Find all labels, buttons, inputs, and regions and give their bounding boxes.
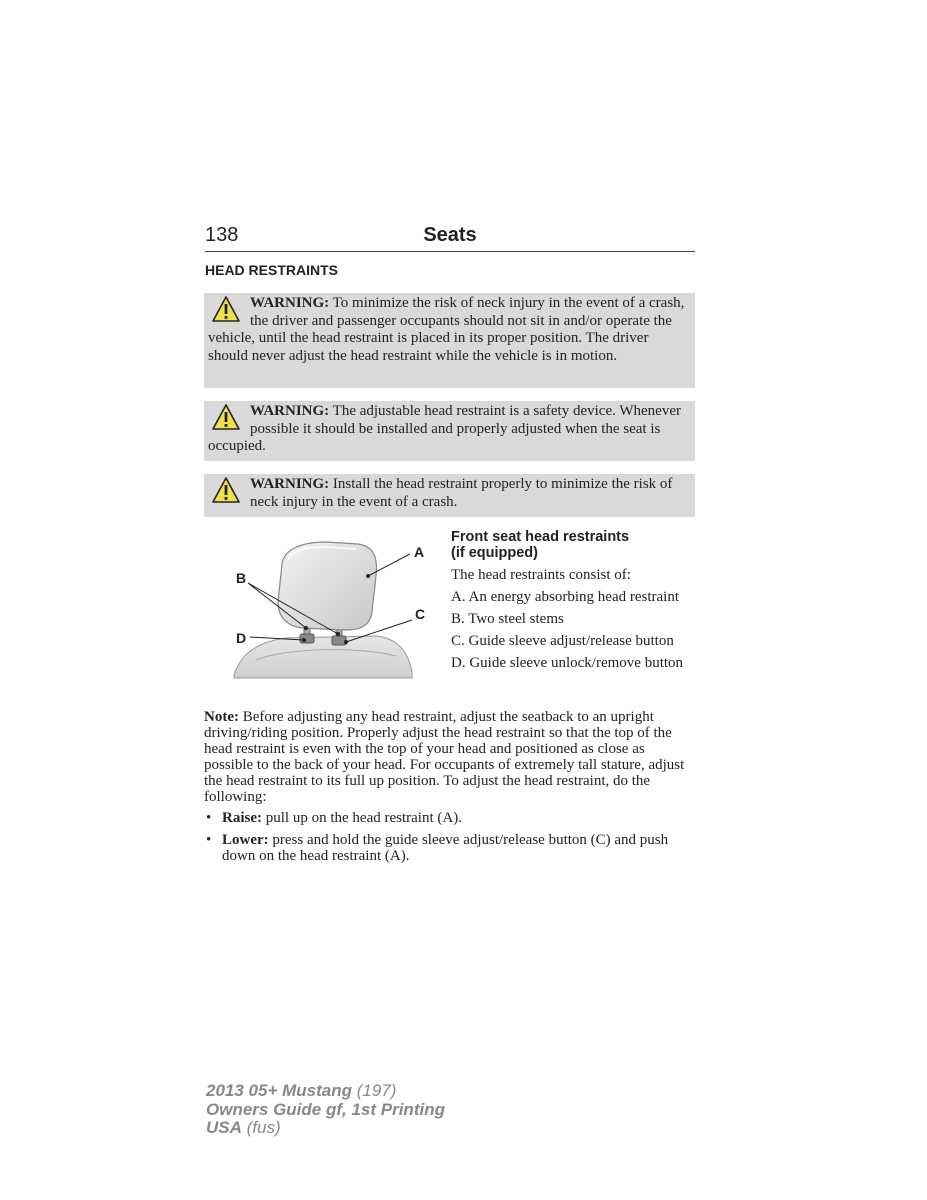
footer-market-code: (fus)	[241, 1118, 281, 1137]
adjust-instructions-list	[204, 810, 696, 870]
page-title: Seats	[423, 224, 477, 246]
footer-line-2	[206, 1101, 445, 1120]
warning-label: WARNING:	[250, 295, 330, 311]
note-label: Note:	[204, 709, 239, 725]
component-item-a: A. An energy absorbing head restraint	[451, 589, 679, 605]
list-item-lower	[204, 832, 696, 864]
bullet-icon: •	[206, 832, 212, 848]
warning-text: To minimize the risk of neck injury in the event of a crash, the driver and passenger occupants should not sit in and/or operate the vehicle, until the head restraint is placed in its proper position. The driver should never adjust the head restraint while the vehicle is in motion.	[208, 295, 685, 364]
bullet-label: Lower:	[222, 832, 269, 848]
front-seat-heading	[451, 529, 695, 561]
page-number: 138	[205, 224, 239, 246]
warning-text: Install the head restraint properly to minimize the risk of neck injury in the event of a crash.	[250, 476, 673, 510]
page-header	[205, 224, 695, 252]
front-seat-description	[451, 529, 695, 677]
component-item-c: C. Guide sleeve adjust/release button	[451, 633, 674, 649]
component-item-d: D. Guide sleeve unlock/remove button	[451, 655, 684, 671]
warning-box-safety-device	[204, 401, 695, 461]
footer-model: 2013 05+ Mustang	[206, 1081, 352, 1100]
bullet-label: Raise:	[222, 810, 262, 826]
front-seat-intro: The head restraints consist of:	[451, 567, 631, 583]
note-paragraph	[204, 709, 696, 805]
warning-text: The adjustable head restraint is a safety device. Whenever possible it should be installed and properly adjusted when the seat is occupied.	[208, 403, 681, 454]
bullet-icon: •	[206, 810, 212, 826]
footer-line-1	[206, 1082, 445, 1101]
heading-line-2: (if equipped)	[451, 545, 538, 561]
note-text: Before adjusting any head restraint, adjust the seatback to an upright driving/riding position. Properly adjust the head restraint so that the top of the head restraint is even with the top of your head and positioned as close as possible to the back of your head. For occupants of extremely tall stature, adjust the head restraint to its full up position. To adjust the head restraint, do the following:	[204, 709, 685, 805]
warning-triangle-icon	[208, 476, 244, 510]
footer-line-3	[206, 1119, 445, 1138]
footer-printing: Owners Guide gf, 1st Printing	[206, 1099, 445, 1119]
warning-label: WARNING:	[250, 476, 330, 492]
figure-label-b: B	[236, 570, 247, 586]
figure-label-c: C	[415, 606, 426, 622]
section-heading: HEAD RESTRAINTS	[205, 262, 339, 278]
figure-label-d: D	[236, 630, 247, 646]
heading-line-1: Front seat head restraints	[451, 529, 630, 545]
warning-label: WARNING:	[250, 403, 330, 419]
bullet-text: pull up on the head restraint (A).	[265, 810, 462, 826]
warning-box-neck-injury	[204, 293, 695, 388]
footer-model-code: (197)	[352, 1081, 397, 1100]
figure-label-a: A	[414, 544, 425, 560]
print-footer	[206, 1082, 445, 1138]
warning-triangle-icon	[208, 295, 244, 329]
bullet-text: press and hold the guide sleeve adjust/release button (C) and push down on the head restraint (A).	[222, 832, 669, 864]
warning-box-install-properly	[204, 474, 695, 517]
warning-triangle-icon	[208, 403, 244, 437]
footer-market: USA	[206, 1118, 242, 1137]
list-item-raise	[204, 810, 696, 826]
component-item-b: B. Two steel stems	[451, 611, 564, 627]
head-restraint-drawing	[226, 540, 432, 680]
head-restraint-illustration	[226, 540, 432, 680]
